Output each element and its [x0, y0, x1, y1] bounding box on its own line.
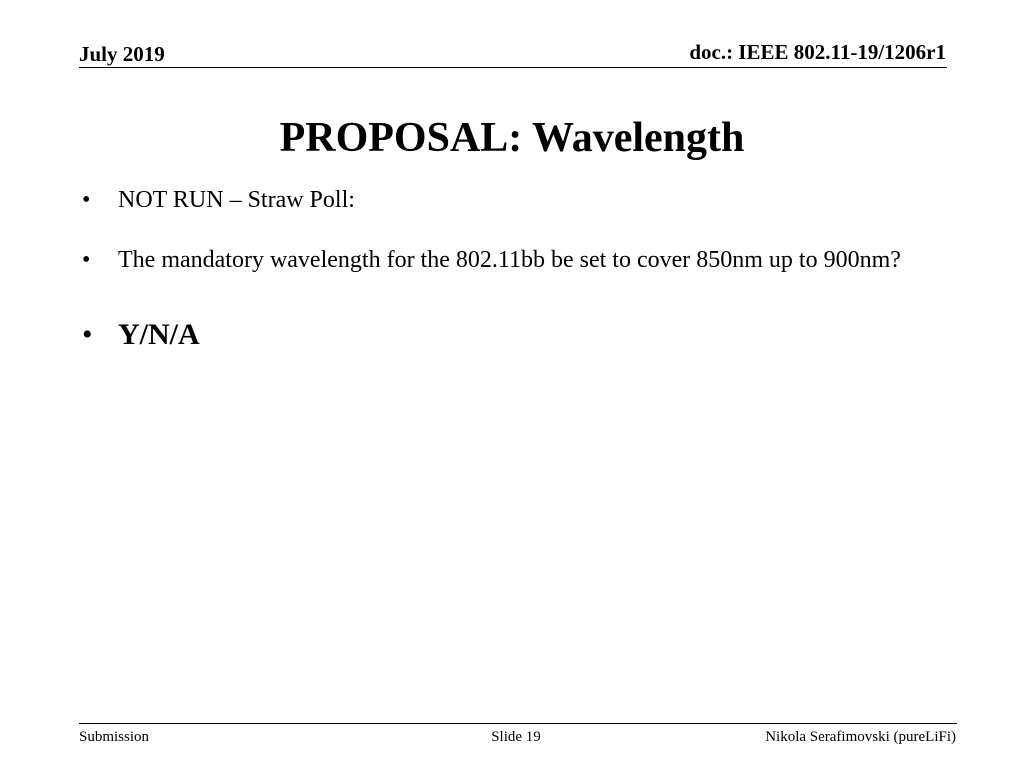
footer-slide-number: Slide 19 — [491, 729, 541, 745]
bullet-text: NOT RUN – Straw Poll: — [118, 187, 355, 213]
bullet-item-vote-options — [79, 315, 959, 355]
bullet-text: The mandatory wavelength for the 802.11bb be set to cover 850nm up to 900nm? — [118, 247, 901, 273]
bullet-dot-icon: • — [82, 187, 91, 213]
bullet-text: Y/N/A — [118, 318, 200, 351]
slide-title: PROPOSAL: Wavelength — [279, 115, 745, 161]
bullet-dot-icon: • — [82, 318, 93, 351]
bullet-item-question — [79, 243, 959, 277]
footer-author: Nikola Serafimovski (pureLiFi) — [765, 729, 956, 745]
bullet-dot-icon: • — [82, 247, 91, 273]
bullet-list — [79, 183, 959, 355]
header-document-id: doc.: IEEE 802.11-19/1206r1 — [689, 40, 946, 64]
footer-divider — [79, 723, 957, 724]
footer-submission: Submission — [79, 729, 150, 745]
header-divider — [79, 67, 947, 68]
bullet-item-straw-poll — [79, 183, 959, 217]
header-date: July 2019 — [79, 42, 165, 66]
